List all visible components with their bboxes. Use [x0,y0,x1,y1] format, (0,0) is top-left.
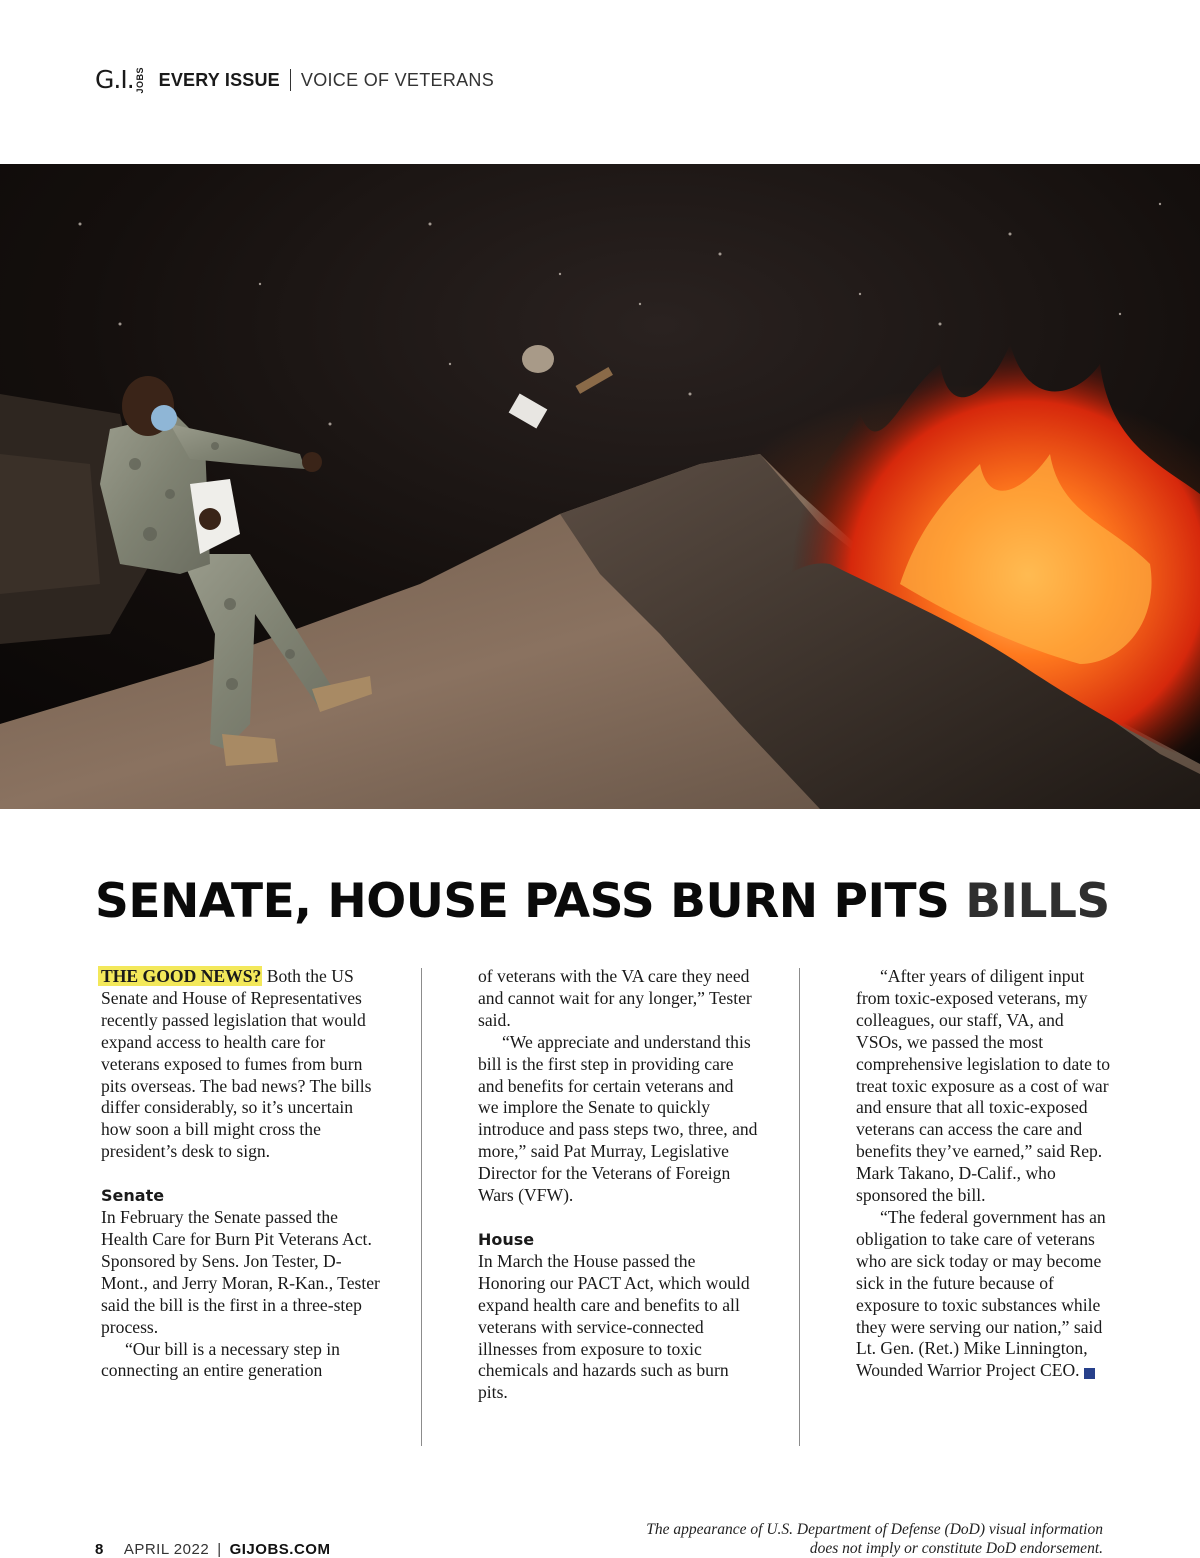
article-column-3 [856,966,1116,1382]
article-column-2 [478,966,758,1404]
burn-pit-photo [0,164,1200,809]
takano-quote: “After years of diligent input from toxic-exposed veterans, my colleagues, our staff, VA, and VSOs, we passed the most comprehensive legislation to date to treat toxic exposure as a cost of war and ensure that all toxic-exposed veterans can access the care and benefits they’ve earned,” said Rep. Mark Takano, D-Calif., who sponsored the bill. [856,966,1111,1206]
senate-heading: Senate [101,1186,165,1206]
header-divider [290,69,291,91]
issue-date: APRIL 2022 [123,1541,210,1558]
photo-illustration [0,164,1200,809]
murray-quote: “We appreciate and understand this bill is the first step in providing care and benefits for certain veterans and we implore the Senate to quickly introduce and pass steps two, three, and more,” said Pat Murray, Legislative Director for the Veterans of Foreign Wars (VFW). [478,1031,758,1206]
dod-disclaimer: The appearance of U.S. Department of Defense (DoD) visual information does not imply or constitute DoD endorsement. [646,1521,1103,1557]
senate-paragraph-2: “Our bill is a necessary step in connecting an entire generation [101,1338,340,1381]
site-link[interactable]: GIJOBS.COM [229,1541,331,1558]
end-mark-icon: GI [1084,1368,1095,1379]
house-paragraph-1: In March the House passed the Honoring our PACT Act, which would expand health care and benefits to all veterans with service-connected illnesses from exposure to toxic chemicals and hazards such as burn pits. [478,1250,750,1403]
page-number: 8 [95,1541,104,1558]
lead-highlight: THE GOOD NEWS? [98,966,262,986]
article-headline [95,872,1110,932]
lead-text: Both the US Senate and House of Representatives recently passed legislation that would expand access to health care for veterans exposed to fumes from burn pits overseas. The bad news? The bills differ considerably, so it’s uncertain how soon a bill might cross the president’s desk to sign. [101,966,372,1162]
page-header [95,62,494,98]
headline-main: SENATE, HOUSE PASS BURN PITS [95,874,966,929]
gi-jobs-logo[interactable] [95,67,145,94]
section-label: EVERY ISSUE [158,69,280,90]
column-divider-2 [799,968,800,1446]
lead-paragraph [101,966,381,1163]
section-subtitle: VOICE OF VETERANS [300,69,495,90]
logo-main: G.I. [95,65,134,95]
page-footer [95,1541,330,1558]
headline-end: BILLS [965,874,1110,929]
logo-sub: JOBS [134,66,145,94]
house-heading: House [478,1229,535,1249]
column-divider-1 [421,968,422,1446]
senate-paragraph-1: In February the Senate passed the Health Care for Burn Pit Veterans Act. Sponsored by Sens. Jon Tester, D-Mont., and Jerry Moran, R-Kan., Tester said the bill is the first in a three-step process. [101,1207,380,1337]
linnington-quote [856,1206,1116,1382]
article-column-1 [101,966,381,1382]
linnington-quote-text: “The federal government has an obligation to take care of veterans who are sick today or may become sick in the future because of exposure to toxic substances while they were serving our nation,” said Lt. Gen. (Ret.) Mike Linnington, Wounded Warrior Project CEO. [856,1206,1106,1381]
tester-quote-end: of veterans with the VA care they need and cannot wait for any longer,” Tester said. [478,966,752,1030]
footer-separator: | [217,1541,222,1558]
